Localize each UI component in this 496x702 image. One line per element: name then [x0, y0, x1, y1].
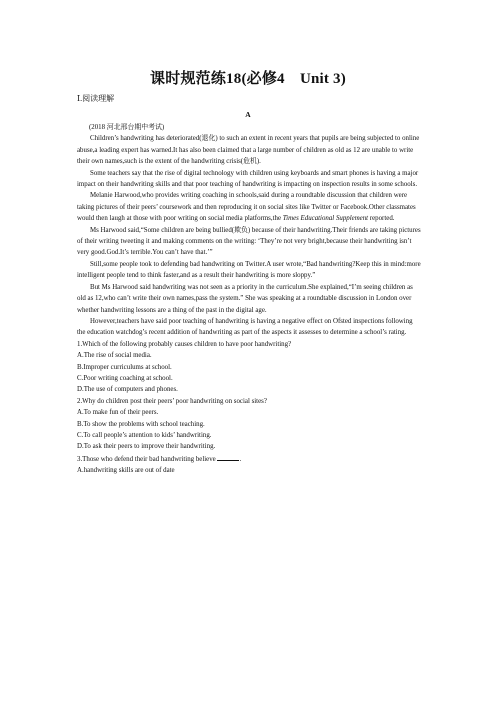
paragraph-3-text-a: Melanie Harwood,who provides writing coaching in schools,said during a roundtable discussion that children were taking pictures of their peers’ coursework and then reproducing it on social sites like Twitter or Facebook.Other classmates would then laugh at those with poor writing on social media platforms,the — [77, 192, 416, 223]
paragraph-7: However,teachers have said poor teaching of handwriting is having a negative effect on Ofsted inspections following the education watchdog’s recent addition of handwriting as part of the aspects it assesses to determine a school’s rating. — [77, 317, 413, 337]
question-2-option-c: C.To call people’s attention to kids’ handwriting. — [77, 431, 212, 439]
question-1-option-c: C.Poor writing coaching at school. — [77, 374, 173, 382]
publication-name: Times Educational Supplement — [282, 215, 369, 223]
paragraph-3-text-b: reported. — [368, 215, 395, 223]
question-1-stem: 1.Which of the following probably causes children to have poor handwriting? — [77, 340, 292, 348]
question-3-stem-end: . — [239, 455, 242, 463]
question-1-option-b: B.Improper curriculums at school. — [77, 363, 172, 371]
question-1-option-d: D.The use of computers and phones. — [77, 386, 178, 394]
passage-label: A — [245, 110, 251, 119]
question-2-stem: 2.Why do children post their peers’ poor handwriting on social sites? — [77, 397, 267, 405]
paragraph-2: Some teachers say that the rise of digital technology with children using keyboards and smart phones is having a major impact on their handwriting skills and that poor teaching of handwriting is impacting on inspection results in some schools. — [77, 169, 419, 189]
question-3-option-a: A.handwriting skills are out of date — [77, 467, 175, 475]
paragraph-4: Ms Harwood said,“Some children are being bullied(欺负) because of their handwriting.Their friends are taking pictures of their writing tweeting it and making comments on the writing: ‘They’re not very bright,because their handwriting isn’t very good.God.It’s terrible.You can’t have that.’” — [77, 226, 421, 257]
question-1-option-a: A.The rise of social media. — [77, 352, 152, 360]
paragraph-5: Still,some people took to defending bad handwriting on Twitter.A user wrote,“Bad handwriting?Keep this in mind:more intelligent people tend to think faster,and as a result their handwriting is more sloppy.” — [77, 260, 421, 280]
answer-blank — [217, 453, 242, 463]
question-2-option-d: D.To ask their peers to improve their handwriting. — [77, 443, 216, 451]
section-heading: Ⅰ.阅读理解 — [77, 94, 115, 103]
paragraph-6: But Ms Harwood said handwriting was not seen as a priority in the curriculum.She explained,“I’m seeing children as old as 12,who can’t write their own names,pass the system.” She was speaking at a roundtable discussion in London over whether handwriting lessons are a thing of the past in the digital age. — [77, 283, 413, 314]
question-2-option-b: B.To show the problems with school teaching. — [77, 420, 205, 428]
page-title: 课时规范练18(必修4 Unit 3) — [150, 71, 346, 87]
paragraph-3 — [77, 190, 421, 224]
question-3-stem — [77, 453, 421, 465]
paragraph-1: Children’s handwriting has deteriorated(退化) to such an extent in recent years that pupils are being subjected to online abuse,a leading expert has warned.It has also been claimed that a large number of children as old as 12 are unable to write their own names,such is the extent of the handwriting crisis(危机). — [77, 135, 420, 166]
question-3-stem-text: 3.Those who defend their bad handwriting believe — [77, 455, 216, 463]
passage-content — [77, 122, 421, 477]
passage-source: (2018 河北邢台期中考试) — [89, 124, 165, 131]
question-2-option-a: A.To make fun of their peers. — [77, 409, 159, 417]
